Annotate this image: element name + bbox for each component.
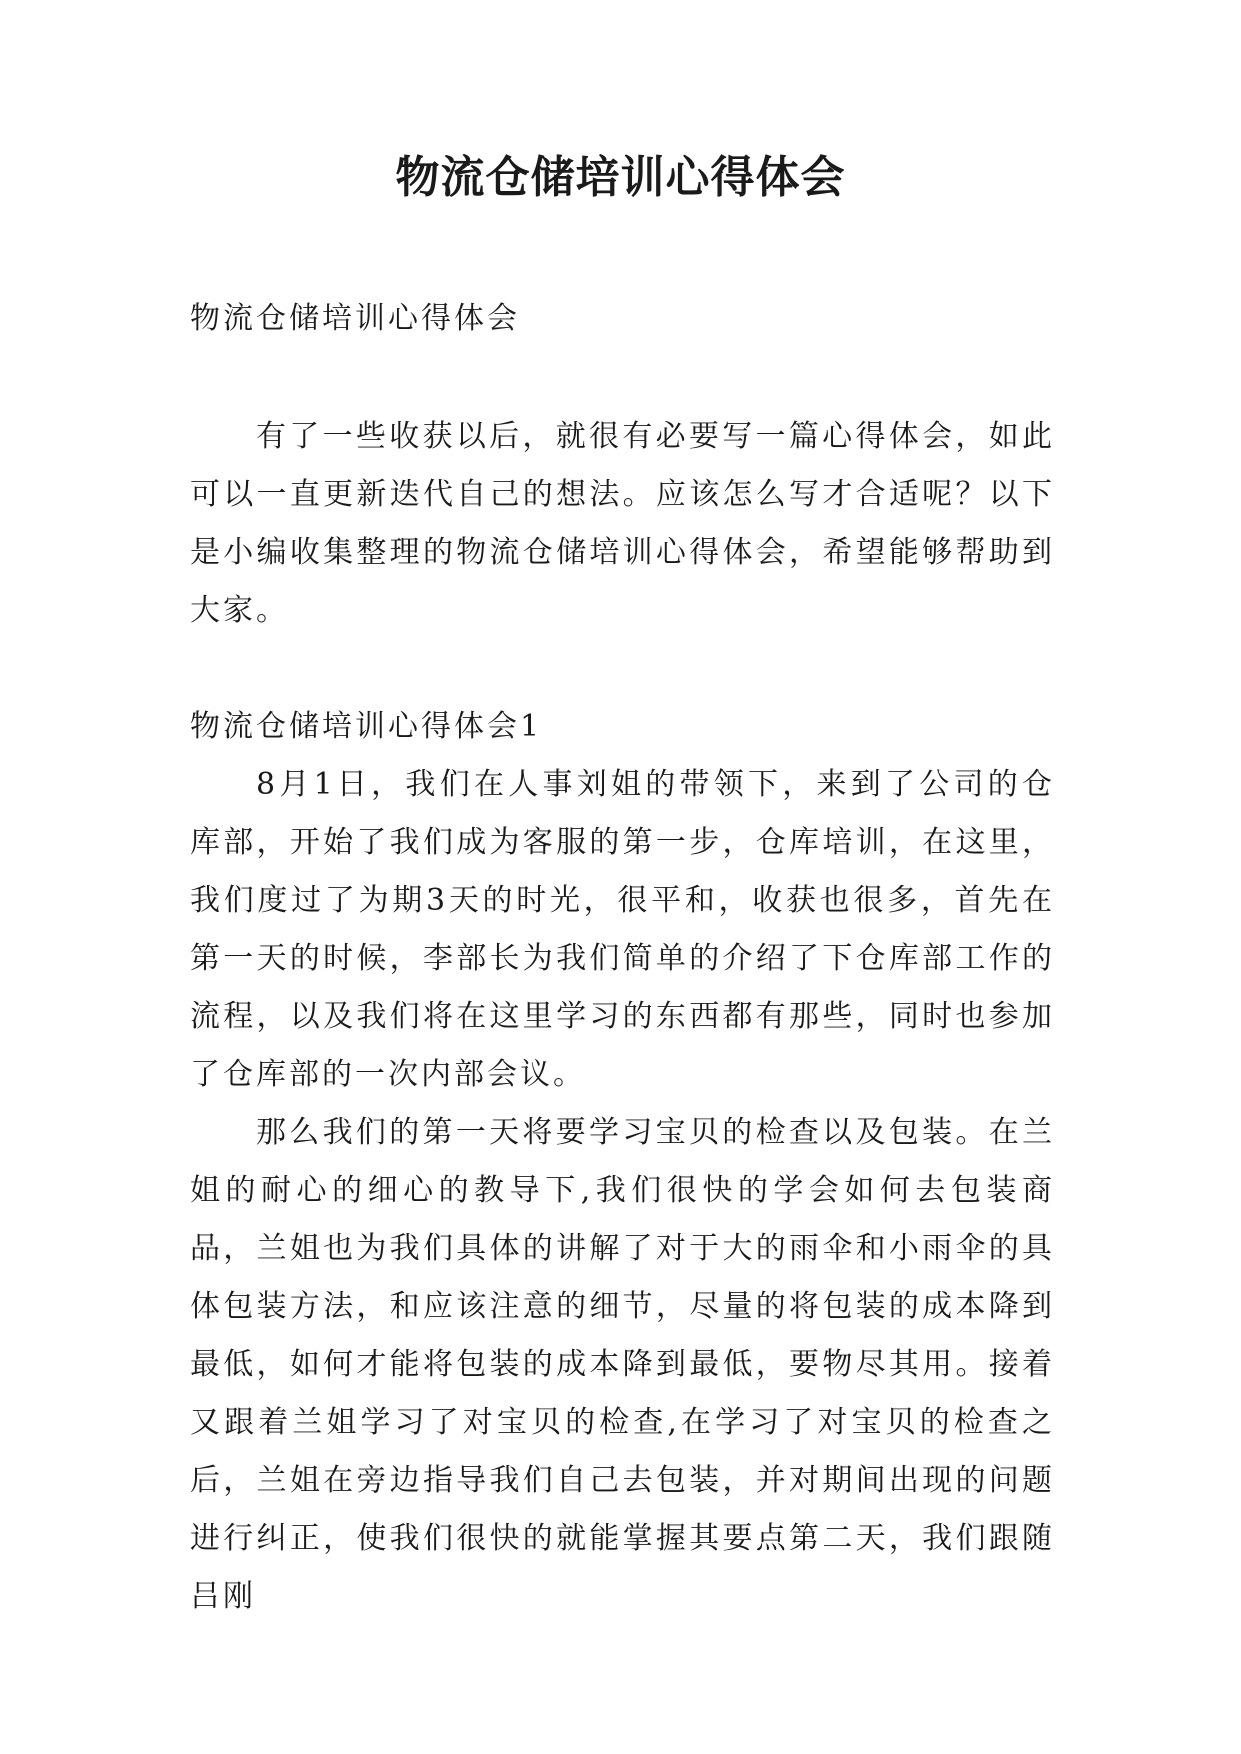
intro-paragraph: 有了一些收获以后，就很有必要写一篇心得体会，如此可以一直更新迭代自己的想法。应该怎么写才合适呢？以下是小编收集整理的物流仓储培训心得体会，希望能够帮助到大家。 bbox=[190, 419, 1055, 628]
section-heading: 物流仓储培训心得体会1 bbox=[190, 709, 543, 744]
body-paragraph: 那么我们的第一天将要学习宝贝的检查以及包装。在兰姐的耐心的细心的教导下,我们很快的学会如何去包装商品，兰姐也为我们具体的讲解了对于大的雨伞和小雨伞的具体包装方法，和应该注意的细节，尽量的将包装的成本降到最低，如何才能将包装的成本降到最低，要物尽其用。接着又跟着兰姐学习了对宝贝的检查,在学习了对宝贝的检查之后，兰姐在旁边指导我们自己去包装，并对期间出现的问题进行纠正，使我们很快的就能掌握其要点第二天，我们跟随吕刚 bbox=[190, 1115, 1055, 1614]
spacer bbox=[190, 640, 1055, 698]
body-paragraph: 8月1日，我们在人事刘姐的带领下，来到了公司的仓库部，开始了我们成为客服的第一步，仓库培训，在这里，我们度过了为期3天的时光，很平和，收获也很多，首先在第一天的时候，李部长为我们简单的介绍了下仓库部工作的流程，以及我们将在这里学习的东西都有那些，同时也参加了仓库部的一次内部会议。 bbox=[190, 767, 1055, 1092]
spacer bbox=[190, 348, 1055, 408]
document-subtitle: 物流仓储培训心得体会 bbox=[190, 301, 520, 336]
document-body bbox=[190, 290, 1055, 1626]
document-title: 物流仓储培训心得体会 bbox=[395, 152, 846, 203]
